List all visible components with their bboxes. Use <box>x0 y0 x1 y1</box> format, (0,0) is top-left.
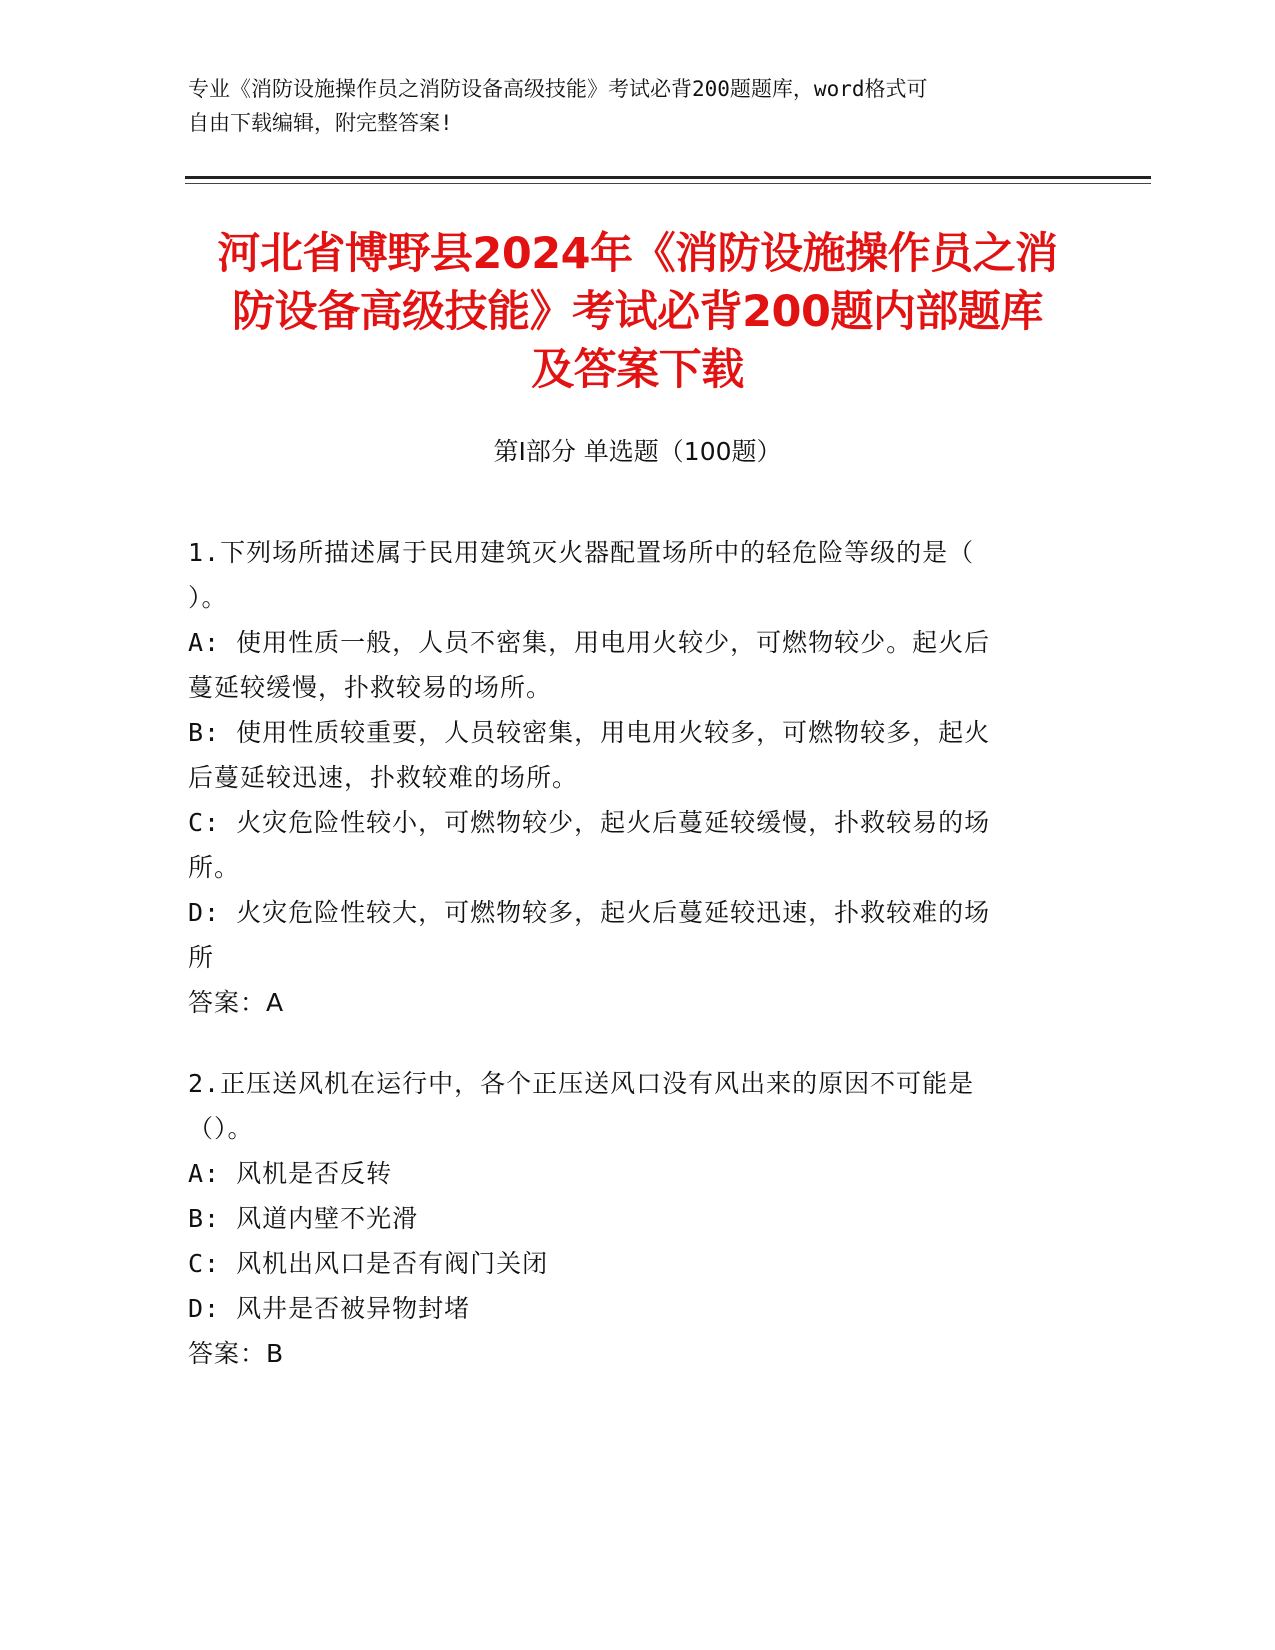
question-stem: （）。 <box>188 1114 254 1143</box>
option-b: 后蔓延较迅速，扑救较难的场所。 <box>188 763 579 792</box>
option-c: 所。 <box>188 853 241 882</box>
option-a: A: 风机是否反转 <box>188 1159 393 1188</box>
header-divider <box>185 176 1151 179</box>
question-list <box>188 530 1068 1412</box>
header-note-line: 专业《消防设施操作员之消防设备高级技能》考试必背200题题库，word格式可 <box>188 77 928 101</box>
option-c: C: 火灾危险性较小，可燃物较少，起火后蔓延较缓慢，扑救较易的场 <box>188 808 991 837</box>
option-b: B: 使用性质较重要，人员较密集，用电用火较多，可燃物较多，起火 <box>188 718 991 747</box>
title-line: 及答案下载 <box>531 345 744 395</box>
title-line: 河北省博野县2024年《消防设施操作员之消 <box>217 229 1058 279</box>
answer-label: 答案：B <box>188 1339 285 1368</box>
document-title <box>175 225 1100 399</box>
header-note-line: 自由下载编辑，附完整答案! <box>188 111 453 135</box>
question-stem: 1.下列场所描述属于民用建筑灭火器配置场所中的轻危险等级的是（ <box>188 538 975 567</box>
question-item <box>188 1061 1068 1376</box>
option-c: C: 风机出风口是否有阀门关闭 <box>188 1249 549 1278</box>
option-d: D: 风井是否被异物封堵 <box>188 1294 471 1323</box>
question-item <box>188 530 1068 1025</box>
header-divider-thin <box>185 183 1151 184</box>
answer-label: 答案：A <box>188 988 285 1017</box>
option-a: 蔓延较缓慢，扑救较易的场所。 <box>188 673 553 702</box>
section-heading: 第I部分 单选题（100题） <box>493 437 782 466</box>
option-d: 所 <box>188 943 215 972</box>
title-line: 防设备高级技能》考试必背200题内部题库 <box>232 287 1043 337</box>
option-b: B: 风道内壁不光滑 <box>188 1204 419 1233</box>
option-d: D: 火灾危险性较大，可燃物较多，起火后蔓延较迅速，扑救较难的场 <box>188 898 991 927</box>
question-stem: ）。 <box>188 583 228 612</box>
header-note <box>188 72 1068 140</box>
question-stem: 2.正压送风机在运行中，各个正压送风口没有风出来的原因不可能是 <box>188 1069 975 1098</box>
option-a: A: 使用性质一般，人员不密集，用电用火较少，可燃物较少。起火后 <box>188 628 991 657</box>
